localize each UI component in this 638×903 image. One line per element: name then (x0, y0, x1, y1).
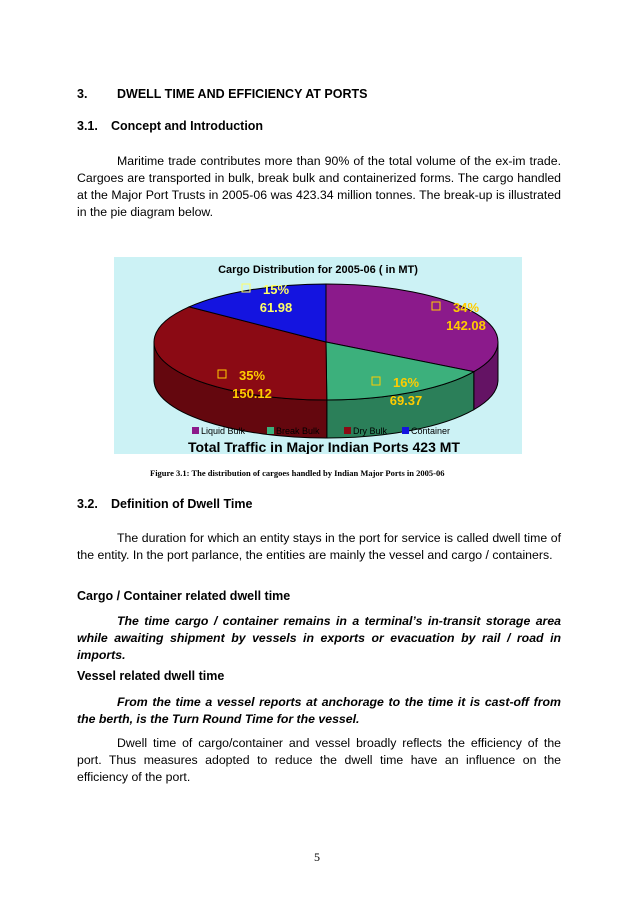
chart-subtitle: Total Traffic in Major Indian Ports 423 MT (187, 439, 461, 454)
value-label: 61.98 (259, 300, 293, 315)
dwell-definition-paragraph: The duration for which an entity stays in the port for service is called dwell time of the entity. In the port parlance, the entities are mainly the vessel and cargo / containers. (77, 531, 561, 562)
legend-item: Container (411, 426, 451, 436)
chart-title: Cargo Distribution for 2005-06 ( in MT) (218, 264, 418, 276)
legend-swatch (402, 427, 409, 434)
legend-item: Liquid Bulk (201, 426, 246, 436)
legend-swatch (192, 427, 199, 434)
value-label: 150.12 (232, 386, 272, 401)
vessel-dwell-paragraph: From the time a vessel reports at anchorage to the time it is cast-off from the berth, is the Turn Round Time for the vessel. (77, 695, 561, 726)
cargo-dwell-heading: Cargo / Container related dwell time (77, 589, 291, 603)
figure-caption: Figure 3.1: The distribution of cargoes handled by Indian Major Ports in 2005-06 (150, 468, 445, 478)
section-3-2-number: 3.2. (77, 497, 98, 511)
section-3-2-title: Definition of Dwell Time (111, 497, 253, 511)
section-3-1-number: 3.1. (77, 119, 98, 133)
legend-item: Dry Bulk (353, 426, 388, 436)
section-3-title: DWELL TIME AND EFFICIENCY AT PORTS (117, 87, 368, 101)
legend-swatch (344, 427, 351, 434)
cargo-dwell-paragraph: The time cargo / container remains in a terminal’s in-transit storage area while awaiting shipment by vessels in exports or evacuation by rail / road in imports. (77, 614, 561, 662)
vessel-dwell-heading: Vessel related dwell time (77, 669, 225, 683)
value-label: 142.08 (446, 318, 486, 333)
page-number: 5 (314, 850, 320, 864)
intro-paragraph: Maritime trade contributes more than 90% of the total volume of the ex-im trade. Cargoes are transported in bulk, break bulk and containerized forms. The cargo handled at the Major Port Trusts in 2005-06 was 423.34 million tonnes. The break-up is illustrated in the pie diagram below. (77, 154, 561, 219)
percent-label: 34% (452, 300, 480, 315)
efficiency-paragraph: Dwell time of cargo/container and vessel broadly reflects the efficiency of the port. Thus measures adopted to reduce the dwell time have an influence on the efficiency of the port. (77, 736, 561, 784)
section-3-1-title: Concept and Introduction (111, 119, 264, 133)
value-label: 69.37 (389, 393, 423, 408)
legend-item: Break Bulk (276, 426, 320, 436)
percent-label: 15% (262, 282, 290, 297)
percent-label: 16% (392, 375, 420, 390)
cargo-pie-chart (114, 257, 522, 454)
section-3-number: 3. (77, 87, 88, 101)
percent-label: 35% (238, 368, 266, 383)
legend-swatch (267, 427, 274, 434)
